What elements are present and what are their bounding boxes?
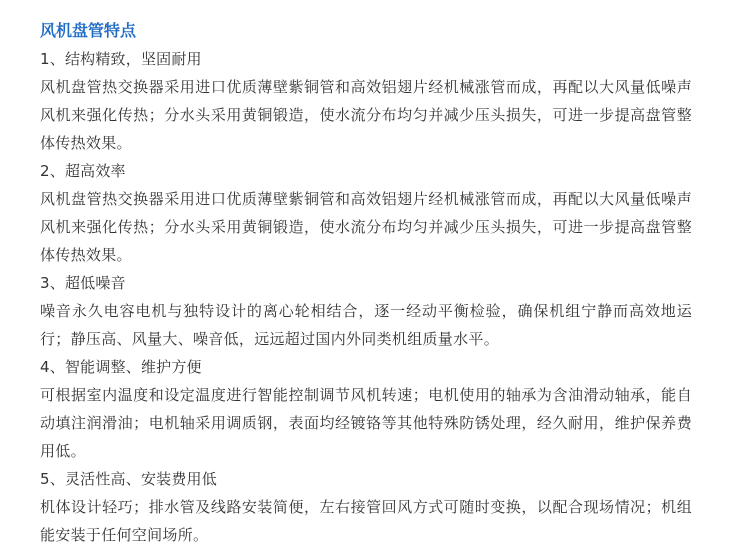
section-5	[40, 465, 700, 549]
section-body: 噪音永久电容电机与独特设计的离心轮相结合，逐一经动平衡检验，确保机组宁静而高效地运行；静压高、风量大、噪音低，远远超过国内外同类机组质量水平。	[40, 302, 692, 348]
section-heading: 4、智能调整、维护方便	[40, 358, 202, 376]
section-body: 风机盘管热交换器采用进口优质薄壁紫铜管和高效铝翅片经机械涨管而成，再配以大风量低噪声风机来强化传热；分水头采用黄铜锻造，使水流分布均匀并减少压头损失，可进一步提高盘管整体传热效果。	[40, 190, 692, 264]
section-heading: 3、超低噪音	[40, 274, 126, 292]
section-body: 可根据室内温度和设定温度进行智能控制调节风机转速；电机使用的轴承为含油滑动轴承，能自动填注润滑油；电机轴采用调质钢，表面均经镀铬等其他特殊防锈处理，经久耐用，维护保养费用低。	[40, 386, 692, 460]
section-2	[40, 157, 700, 269]
section-4	[40, 353, 700, 465]
section-body: 风机盘管热交换器采用进口优质薄壁紫铜管和高效铝翅片经机械涨管而成，再配以大风量低噪声风机来强化传热；分水头采用黄铜锻造，使水流分布均匀并减少压头损失，可进一步提高盘管整体传热效果。	[40, 78, 692, 152]
section-3	[40, 269, 700, 353]
section-heading: 1、结构精致，坚固耐用	[40, 50, 202, 68]
section-heading: 2、超高效率	[40, 162, 126, 180]
article-title: 风机盘管特点	[40, 21, 137, 40]
section-heading: 5、灵活性高、安装费用低	[40, 470, 217, 488]
section-body: 机体设计轻巧；排水管及线路安装简便，左右接管回风方式可随时变换，以配合现场情况；机组能安装于任何空间场所。	[40, 498, 692, 544]
section-1	[40, 45, 700, 157]
